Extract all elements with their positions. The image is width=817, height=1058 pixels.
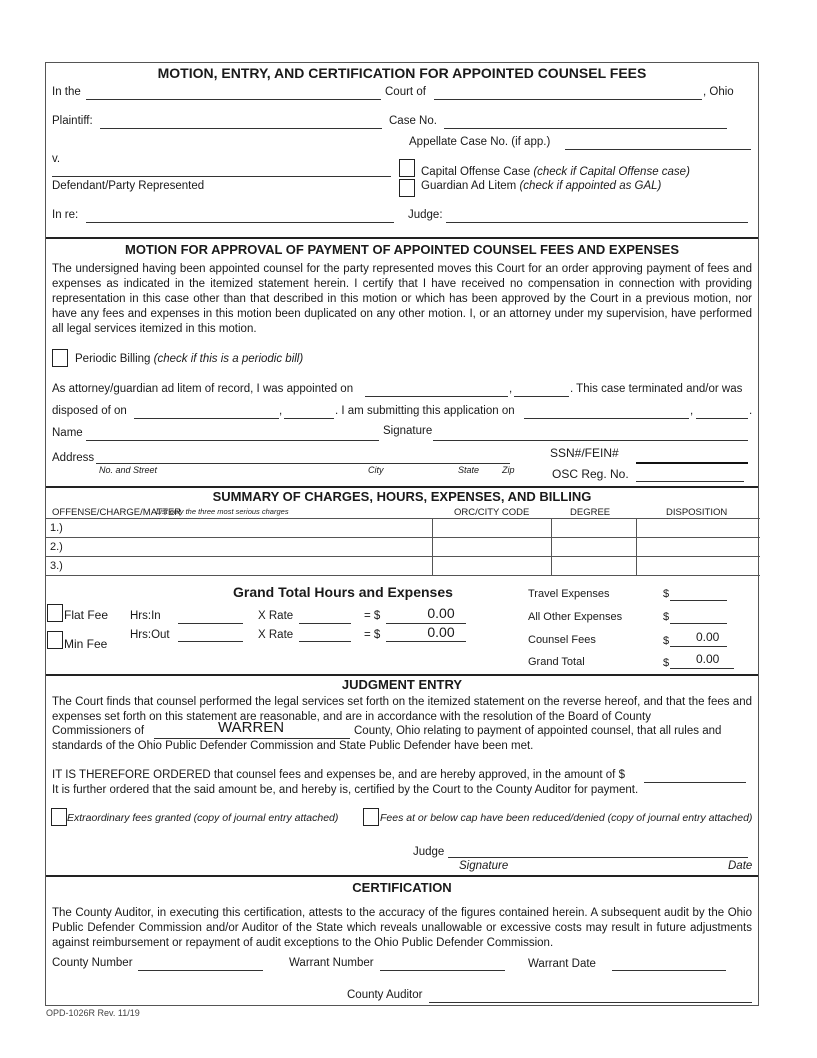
fees-reduced-label: Fees at or below cap have been reduced/denied (copy of journal entry attached) xyxy=(380,812,753,824)
ohio-label: , Ohio xyxy=(703,86,734,98)
signature-field[interactable] xyxy=(433,440,748,441)
name-label: Name xyxy=(52,427,83,439)
appointed-date-field[interactable] xyxy=(365,396,508,397)
orc-cell[interactable] xyxy=(433,538,552,557)
disposed-date-field[interactable] xyxy=(134,418,279,419)
versus-label: v. xyxy=(52,153,61,165)
disposed-of-on-label: disposed of on xyxy=(52,405,127,417)
county-number-label: County Number xyxy=(52,957,133,969)
guardian-ad-litem-checkbox[interactable] xyxy=(399,179,415,197)
periodic-billing-label: Periodic Billing (check if this is a periodic bill) xyxy=(75,353,304,365)
x-rate-out-label: X Rate xyxy=(258,629,294,641)
submitting-date-field[interactable] xyxy=(524,418,689,419)
out-total-field[interactable] xyxy=(386,641,466,642)
guardian-ad-litem-label: Guardian Ad Litem (check if appointed as GAL) xyxy=(421,180,662,192)
orc-cell[interactable] xyxy=(433,519,552,538)
appointed-on-label: As attorney/guardian ad litem of record, I was appointed on xyxy=(52,383,354,395)
min-fee-checkbox[interactable] xyxy=(47,631,63,649)
all-other-expenses-label: All Other Expenses xyxy=(528,611,623,623)
hrs-in-field[interactable] xyxy=(178,623,243,624)
disposition-cell[interactable] xyxy=(637,538,761,557)
section-divider xyxy=(46,486,758,488)
disposed-year-field[interactable] xyxy=(284,418,334,419)
defendant-field[interactable] xyxy=(52,176,391,177)
warrant-number-field[interactable] xyxy=(380,970,505,971)
min-fee-label: Min Fee xyxy=(64,637,108,651)
certification-title: CERTIFICATION xyxy=(352,880,452,895)
zip-label: Zip xyxy=(502,465,515,475)
motion-body: The undersigned having been appointed counsel for the party represented moves this Court for an order approving payment of fees and expenses as indicated in the itemized statement herein. I certify that I have received no compensation in connection with providing representation in this case other than that described in this motion or which has been approved by the Court in a previous motion, nor have any fees and expenses in this motion been duplicated on any other motion. I, or an attorney under my supervision, have performed all legal services itemized in this motion. xyxy=(52,263,752,335)
court-name-field[interactable] xyxy=(86,99,381,100)
terminated-label: . This case terminated and/or was xyxy=(570,383,743,395)
judge-signature-field[interactable] xyxy=(448,857,748,858)
form-title: MOTION, ENTRY, AND CERTIFICATION FOR APPOINTED COUNSEL FEES xyxy=(157,65,647,81)
section-divider xyxy=(46,875,758,877)
judgment-body: The Court finds that counsel performed the legal services set forth on the itemized statement on the reverse hereof, and that the fees and expenses set forth on this statement are reasonable, and are in accordance with the resolution of the Board of County xyxy=(52,696,752,723)
county-number-field[interactable] xyxy=(138,970,263,971)
summary-title: SUMMARY OF CHARGES, HOURS, EXPENSES, AND BILLING xyxy=(212,489,592,504)
counsel-fees-label: Counsel Fees xyxy=(528,634,596,646)
ordered-text: IT IS THEREFORE ORDERED that counsel fees and expenses be, and are hereby approved, in the amount of $ xyxy=(52,769,625,781)
travel-expenses-field[interactable] xyxy=(670,600,727,601)
address-label: Address xyxy=(52,452,95,464)
city-label: City xyxy=(368,465,384,475)
appellate-case-no-field[interactable] xyxy=(565,149,751,150)
extraordinary-fees-label: Extraordinary fees granted (copy of journal entry attached) xyxy=(67,812,339,824)
no-and-street-label: No. and Street xyxy=(99,465,158,475)
disposition-cell[interactable] xyxy=(637,557,761,576)
counsel-fees-value: 0.00 xyxy=(696,630,720,644)
fees-reduced-checkbox[interactable] xyxy=(363,808,379,826)
disposition-cell[interactable] xyxy=(637,519,761,538)
offense-cell[interactable]: 3.) xyxy=(46,557,433,576)
table-row xyxy=(46,538,760,557)
plaintiff-field[interactable] xyxy=(100,128,382,129)
period: . xyxy=(749,405,753,417)
hrs-out-label: Hrs:Out xyxy=(130,629,170,641)
degree-cell[interactable] xyxy=(552,538,637,557)
judge-label: Judge: xyxy=(408,209,443,221)
defendant-label: Defendant/Party Represented xyxy=(52,180,205,192)
comma: , xyxy=(509,383,513,395)
warrant-number-label: Warrant Number xyxy=(289,957,374,969)
section-divider xyxy=(46,674,758,676)
dollar-sign: $ xyxy=(663,611,670,623)
submitting-year-field[interactable] xyxy=(696,418,748,419)
grand-total-field[interactable] xyxy=(670,668,734,669)
commissioners-of-label: Commissioners of xyxy=(52,725,145,737)
ssn-fein-label: SSN#/FEIN# xyxy=(550,446,619,460)
case-no-label: Case No. xyxy=(389,115,437,127)
warrant-date-field[interactable] xyxy=(612,970,726,971)
approved-amount-field[interactable] xyxy=(644,782,746,783)
charges-table xyxy=(46,518,760,576)
rate-in-field[interactable] xyxy=(299,623,351,624)
county-name-value: WARREN xyxy=(218,719,285,736)
section-divider xyxy=(46,237,758,239)
court-of-label: Court of xyxy=(385,86,426,98)
signature-label: Signature xyxy=(383,425,433,437)
counsel-fees-field[interactable] xyxy=(670,646,727,647)
flat-fee-label: Flat Fee xyxy=(64,608,109,622)
extraordinary-fees-checkbox[interactable] xyxy=(51,808,67,826)
x-rate-in-label: X Rate xyxy=(258,610,294,622)
osc-reg-no-label: OSC Reg. No. xyxy=(552,467,629,481)
equals-out-label: = $ xyxy=(364,629,381,641)
offense-cell[interactable]: 1.) xyxy=(46,519,433,538)
out-total-value: 0.00 xyxy=(427,624,455,640)
travel-expenses-label: Travel Expenses xyxy=(528,588,610,600)
grand-total-label: Grand Total xyxy=(528,656,585,668)
orc-column-header: ORC/CITY CODE xyxy=(454,507,530,518)
ssn-fein-field[interactable] xyxy=(636,462,748,464)
warrant-date-label: Warrant Date xyxy=(528,958,596,970)
county-auditor-field[interactable] xyxy=(429,1002,752,1003)
motion-title: MOTION FOR APPROVAL OF PAYMENT OF APPOINTED COUNSEL FEES AND EXPENSES xyxy=(124,242,679,257)
standards-text: standards of the Ohio Public Defender Commission and State Public Defender have been met. xyxy=(52,740,534,752)
appointed-counsel-fees-form xyxy=(45,62,759,1006)
further-ordered-text: It is further ordered that the said amount be, and hereby is, certified by the Court to the County Auditor for payment. xyxy=(52,784,639,796)
comma: , xyxy=(279,405,283,417)
grand-total-title: Grand Total Hours and Expenses xyxy=(233,584,453,600)
dollar-sign: $ xyxy=(663,657,670,669)
periodic-billing-checkbox[interactable] xyxy=(52,349,68,367)
judge-signature-label: Judge xyxy=(413,846,445,858)
comma: , xyxy=(690,405,694,417)
equals-in-label: = $ xyxy=(364,610,381,622)
offense-cell[interactable]: 2.) xyxy=(46,538,433,557)
judgment-title: JUDGMENT ENTRY xyxy=(341,677,463,692)
county-auditor-label: County Auditor xyxy=(347,989,423,1001)
state-label: State xyxy=(458,465,480,475)
dollar-sign: $ xyxy=(663,635,670,647)
date-caption: Date xyxy=(728,860,753,872)
grand-total-value: 0.00 xyxy=(696,652,720,666)
table-row xyxy=(46,557,760,576)
name-field[interactable] xyxy=(86,440,379,441)
all-other-expenses-field[interactable] xyxy=(670,623,727,624)
judge-field[interactable] xyxy=(446,222,748,223)
hrs-in-label: Hrs:In xyxy=(130,610,161,622)
case-no-field[interactable] xyxy=(444,128,727,129)
in-re-field[interactable] xyxy=(86,222,394,223)
address-field[interactable] xyxy=(96,463,510,464)
court-of-field[interactable] xyxy=(434,99,702,100)
dollar-sign: $ xyxy=(663,588,670,600)
rate-out-field[interactable] xyxy=(299,641,351,642)
certification-body: The County Auditor, in executing this certification, attests to the accuracy of the figures contained herein. A subsequent audit by the Ohio Public Defender Commission and/or Auditor of the State which reveals unallowable or excessive costs may result in future adjustments against reimbursement or repayment of audit exceptions to the Ohio Public Defender Commission. xyxy=(52,907,752,949)
signature-caption: Signature xyxy=(459,860,509,872)
offense-column-header: OFFENSE/CHARGE/MATTER xyxy=(52,507,182,518)
form-revision: OPD-1026R Rev. 11/19 xyxy=(46,1008,140,1018)
appointed-year-field[interactable] xyxy=(514,396,569,397)
hrs-out-field[interactable] xyxy=(178,641,243,642)
disposition-column-header: DISPOSITION xyxy=(666,507,728,518)
plaintiff-label: Plaintiff: xyxy=(52,115,93,127)
degree-cell[interactable] xyxy=(552,557,637,576)
table-row xyxy=(46,519,760,538)
capital-offense-label: Capital Offense Case (check if Capital Offense case) xyxy=(421,166,690,178)
capital-offense-checkbox[interactable] xyxy=(399,159,415,177)
appellate-case-no-label: Appellate Case No. (if app.) xyxy=(409,136,551,148)
degree-cell[interactable] xyxy=(552,519,637,538)
offense-column-hint: List only the three most serious charges xyxy=(156,507,289,516)
in-re-label: In re: xyxy=(52,209,79,221)
degree-column-header: DEGREE xyxy=(570,507,611,518)
in-total-value: 0.00 xyxy=(427,605,455,621)
county-name-field[interactable] xyxy=(154,738,350,739)
flat-fee-checkbox[interactable] xyxy=(47,604,63,622)
orc-cell[interactable] xyxy=(433,557,552,576)
in-the-label: In the xyxy=(52,86,81,98)
county-ohio-text: County, Ohio relating to payment of appointed counsel, that all rules and xyxy=(354,725,722,737)
submitting-on-label: . I am submitting this application on xyxy=(335,405,515,417)
osc-reg-no-field[interactable] xyxy=(636,481,744,482)
